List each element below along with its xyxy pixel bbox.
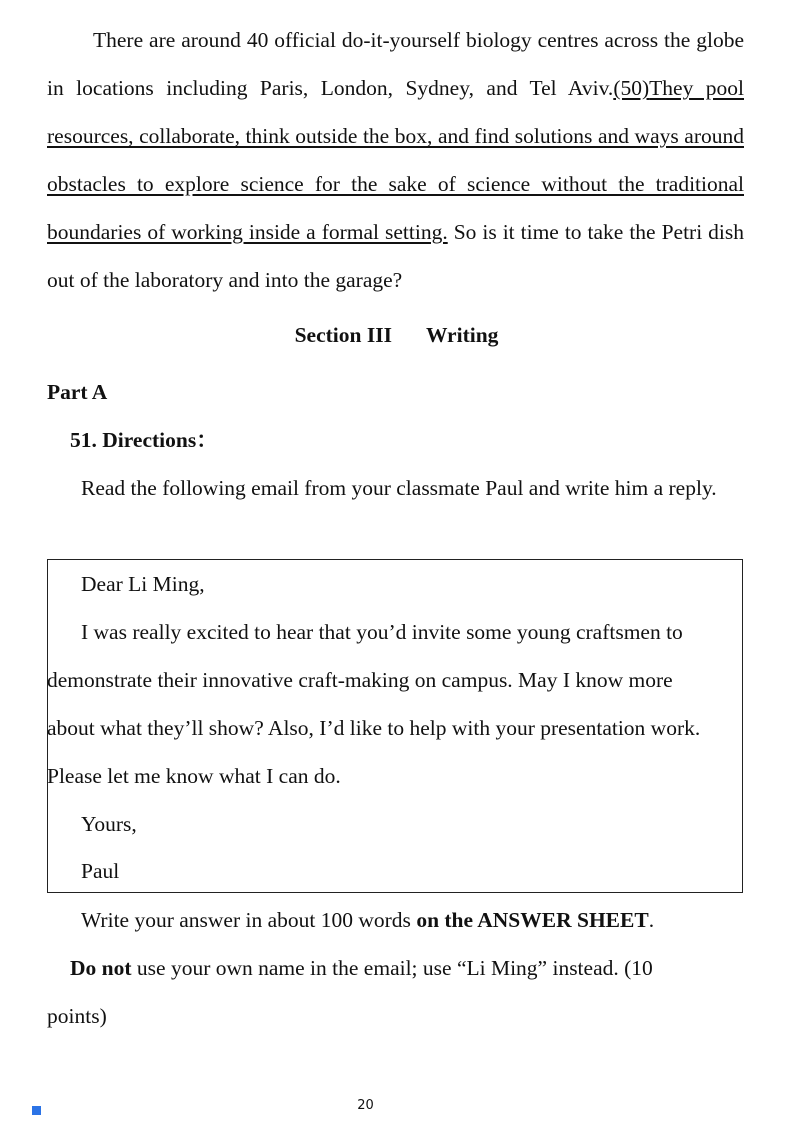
blue-square-marker-icon — [32, 1106, 41, 1115]
email-body-line-3: about what they’ll show? Also, I’d like to help with your presentation work. — [47, 716, 701, 740]
directions-label: 51. Directions： — [70, 428, 218, 452]
email-body-line-4: Please let me know what I can do. — [47, 764, 341, 788]
instruction-line-1: Write your answer in about 100 words on the ANSWER SHEET. — [81, 908, 655, 932]
part-heading: Part A — [47, 380, 108, 404]
do-not-emphasis: Do not — [70, 956, 132, 980]
email-body-line-2: demonstrate their innovative craft-making on campus. May I know more — [47, 668, 673, 692]
section-number: Section III — [294, 323, 392, 347]
email-body-line-1: I was really excited to hear that you’d invite some young craftsmen to — [81, 620, 683, 644]
page-number: 20 — [357, 1098, 374, 1113]
email-signature: Paul — [81, 859, 120, 883]
section-title: Writing — [425, 323, 499, 347]
passage-ending: So is it time to take the Petri dish out of the laboratory and into the garage? — [47, 220, 745, 292]
instruction-line-3: points) — [47, 1004, 107, 1028]
passage-intro: There are around 40 official do-it-yourself biology centres across the globe in locations including Paris, London, Sydney, and Tel Aviv. — [47, 28, 744, 100]
question-50-underlined-sentence: They pool resources, collaborate, think outside the box, and find solutions and ways around obstacles to explore science for the sake of science without the traditional boundaries of working inside a formal setting. — [47, 76, 744, 244]
directions-text: Read the following email from your classmate Paul and write him a reply. — [81, 476, 717, 500]
email-closing: Yours, — [81, 812, 137, 836]
email-salutation: Dear Li Ming, — [81, 572, 205, 596]
section-heading — [0, 320, 793, 350]
question-50-number: (50) — [613, 76, 650, 100]
answer-sheet-emphasis: on the ANSWER SHEET — [416, 908, 649, 932]
instruction-line-2: Do not use your own name in the email; use “Li Ming” instead. (10 — [70, 956, 653, 980]
passage-paragraph — [47, 16, 744, 304]
